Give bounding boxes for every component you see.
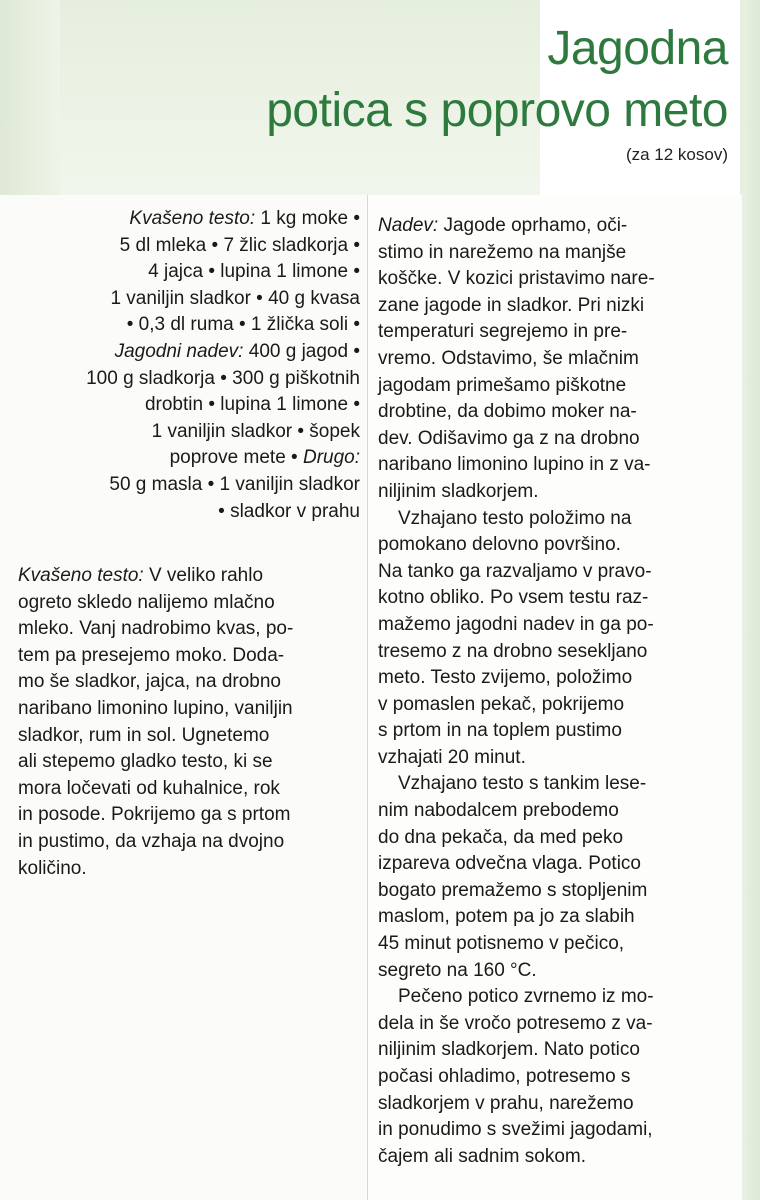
ingredient-line: 1 vaniljin sladkor • 40 g kvasa	[110, 287, 360, 309]
ingredient-line: 4 jajca • lupina 1 limone •	[148, 261, 360, 283]
method-line: mažemo jagodni nadev in ga po-	[378, 613, 654, 635]
method-line: počasi ohladimo, potresemo s	[378, 1066, 631, 1087]
ingredient-label: Drugo:	[302, 447, 360, 469]
method-line: vremo. Odstavimo, še mlačnim	[378, 347, 639, 369]
method-line: Vzhajano testo položimo na	[398, 507, 632, 529]
method-line: tem pa presejemo moko. Doda-	[18, 644, 285, 666]
ingredient-line: 1 vaniljin sladkor • šopek	[151, 420, 360, 442]
method-line: in ponudimo s svežimi jagodami,	[378, 1119, 653, 1141]
method-line: vzhajati 20 minut.	[378, 746, 526, 768]
method-line: v pomaslen pekač, pokrijemo	[378, 693, 625, 715]
method-line: zane jagode in sladkor. Pri nizki	[378, 294, 645, 316]
left-tint	[0, 0, 60, 200]
method-line: kotno obliko. Po vsem testu raz-	[378, 587, 649, 609]
ingredient-line: • 0,3 dl ruma • 1 žlička soli •	[126, 314, 360, 336]
ingredient-label: Kvašeno testo:	[129, 208, 256, 229]
method-line: pomokano delovno površino.	[378, 534, 621, 556]
method-line: maslom, potem pa jo za slabih	[378, 906, 635, 928]
ingredient-line: drobtin • lupina 1 limone •	[144, 394, 360, 416]
method-line: jagodam primešamo piškotne	[378, 374, 627, 396]
ingredient-text: poprove mete •	[169, 447, 303, 469]
method-line	[18, 563, 363, 590]
ingredient-line: 100 g sladkorja • 300 g piškotnih	[86, 367, 360, 389]
method-line: sladkorjem v prahu, narežemo	[378, 1092, 634, 1114]
title-line-2: potica s poprovo meto	[266, 84, 728, 137]
servings: (za 12 kosov)	[625, 145, 728, 164]
recipe-title	[266, 18, 728, 142]
method-line: čajem ali sadnim sokom.	[378, 1145, 587, 1167]
ingredient-line	[20, 206, 360, 233]
method-line: dela in še vročo potresemo z va-	[378, 1012, 653, 1034]
method-line: Na tanko ga razvaljamo v pravo-	[378, 560, 652, 582]
title-line-1: Jagodna	[547, 22, 728, 75]
ingredients-list	[20, 206, 360, 525]
method-filling-and-baking	[378, 213, 728, 1170]
method-line: in posode. Pokrijemo ga s prtom	[18, 804, 291, 826]
ingredient-text: 1 kg moke •	[255, 208, 360, 229]
method-line: niljinim sladkorjem.	[378, 480, 539, 502]
method-line: meto. Testo zvijemo, položimo	[378, 667, 633, 689]
method-line: mo še sladkor, jajca, na drobno	[18, 671, 281, 693]
method-line: Pečeno potico zvrnemo iz mo-	[398, 986, 654, 1008]
method-line: drobtine, da dobimo moker na-	[378, 401, 637, 423]
ingredient-label: Jagodni nadev:	[114, 340, 244, 362]
ingredient-text: 400 g jagod •	[243, 340, 360, 362]
method-line: in pustimo, da vzhaja na dvojno	[18, 830, 285, 852]
method-dough	[18, 563, 363, 882]
method-line: bogato premažemo s stopljenim	[378, 879, 648, 901]
method-label: Kvašeno testo:	[18, 565, 144, 586]
ingredient-line: 50 g masla • 1 vaniljin sladkor	[109, 473, 360, 495]
ingredient-line: • sladkor v prahu	[218, 500, 360, 522]
method-line: do dna pekača, da med peko	[378, 826, 624, 848]
method-line: segreto na 160 °C.	[378, 959, 537, 981]
method-line: s prtom in na toplem pustimo	[378, 720, 622, 742]
method-line: sladkor, rum in sol. Ugnetemo	[18, 724, 270, 746]
ingredient-line: 5 dl mleka • 7 žlic sladkorja •	[119, 234, 360, 256]
method-line: naribano limonino lupino in z va-	[378, 454, 651, 476]
method-line: temperaturi segrejemo in pre-	[378, 321, 628, 343]
ingredient-line	[20, 339, 360, 366]
method-line: mora ločevati od kuhalnice, rok	[18, 777, 280, 799]
method-text: Jagode oprhamo, oči-	[438, 215, 628, 236]
method-line: tresemo z na drobno sesekljano	[378, 640, 648, 662]
method-line	[378, 213, 728, 240]
method-line: dev. Odišavimo ga z na drobno	[378, 427, 640, 449]
right-tint	[740, 0, 760, 1200]
method-line: stimo in narežemo na manjše	[378, 241, 627, 263]
method-line: niljinim sladkorjem. Nato potico	[378, 1039, 640, 1061]
method-line: naribano limonino lupino, vaniljin	[18, 697, 293, 719]
method-line: nim nabodalcem prebodemo	[378, 800, 619, 822]
method-line: ogreto skledo nalijemo mlačno	[18, 591, 275, 613]
method-text: V veliko rahlo	[143, 565, 264, 586]
method-line: Vzhajano testo s tankim lese-	[398, 773, 647, 795]
method-line: ali stepemo gladko testo, ki se	[18, 751, 273, 773]
method-line: koščke. V kozici pristavimo nare-	[378, 268, 655, 290]
method-line: količino.	[18, 857, 87, 879]
ingredient-line	[20, 445, 360, 472]
method-line: izpareva odvečna vlaga. Potico	[378, 853, 641, 875]
method-line: mleko. Vanj nadrobimo kvas, po-	[18, 618, 294, 640]
method-line: 45 minut potisnemo v pečico,	[378, 933, 625, 955]
method-label: Nadev:	[378, 215, 439, 236]
